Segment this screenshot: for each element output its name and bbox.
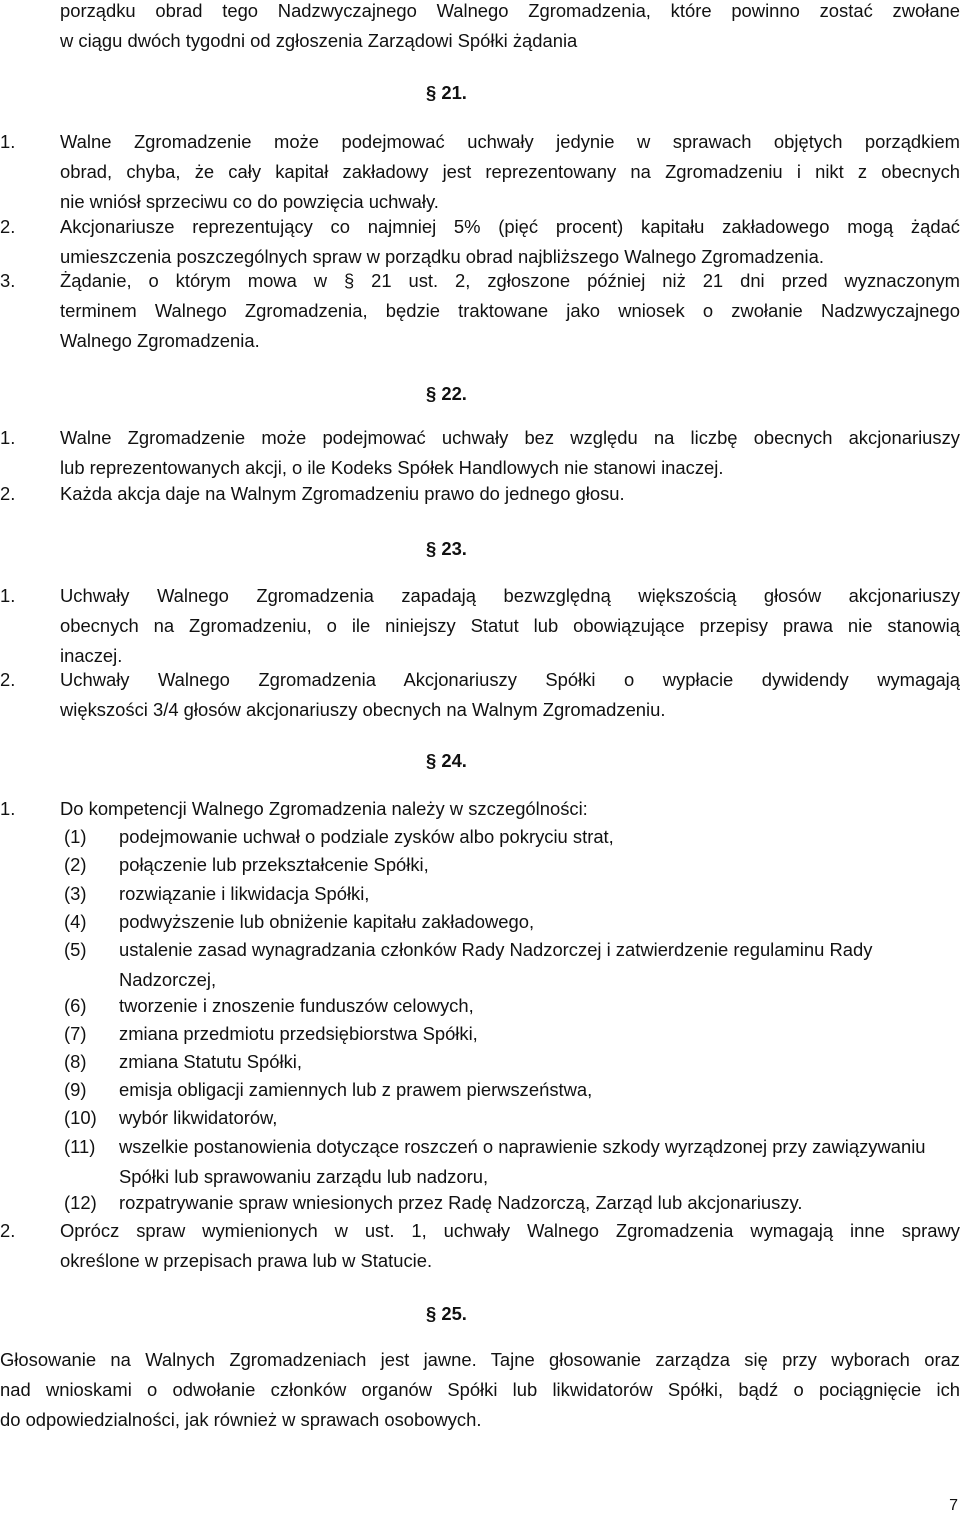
paragraph-number: 2. (0, 483, 16, 504)
paragraph-number: 1. (0, 131, 16, 152)
s22-paragraph-2: 2. Każda akcja daje na Walnym Zgromadzeniu prawo do jednego głosu. (0, 479, 960, 509)
list-item-number: (9) (64, 1079, 87, 1100)
list-item-number: (5) (64, 939, 87, 960)
page-number: 7 (949, 1497, 958, 1514)
paragraph-number: 2. (0, 669, 16, 690)
paragraph-number: 2. (0, 216, 16, 237)
s25-line-1: Głosowanie na Walnych Zgromadzeniach jest jawne. Tajne głosowanie zarządza się przy wyborach oraz (0, 1349, 960, 1370)
list-item-number: (7) (64, 1023, 87, 1044)
paragraph-number: 2. (0, 1220, 16, 1241)
s21-paragraph-3: 3. Żądanie, o którym mowa w § 21 ust. 2, zgłoszone później niż 21 dni przed wyznaczonym terminem Walnego Zgromadzenia, będzie traktowane jako wniosek o zwołanie Nadzwyczajnego Walnego Zgromadzenia. (0, 266, 960, 356)
list-item-number: (3) (64, 883, 87, 904)
list-item-number: (2) (64, 854, 87, 875)
s21-paragraph-1: 1. Walne Zgromadzenie może podejmować uchwały jedynie w sprawach objętych porządkiem obrad, chyba, że cały kapitał zakładowy jest reprezentowany na Zgromadzeniu i nikt z obecnych nie wniósł sprzeciwu co do powzięcia uchwały. (0, 127, 960, 217)
paragraph-number: 1. (0, 798, 16, 819)
paragraph-number: 1. (0, 427, 16, 448)
s23-paragraph-2: 2. Uchwały Walnego Zgromadzenia Akcjonariuszy Spółki o wypłacie dywidendy wymagają większości 3/4 głosów akcjonariuszy obecnych na Walnym Zgromadzeniu. (0, 665, 960, 725)
intro-line-2: w ciągu dwóch tygodni od zgłoszenia Zarządowi Spółki żądania (60, 30, 578, 51)
list-item-number: (1) (64, 826, 87, 847)
list-item-number: (4) (64, 911, 87, 932)
list-item-number: (8) (64, 1051, 87, 1072)
list-item-number: (11) (64, 1136, 96, 1157)
list-item-number: (10) (64, 1107, 97, 1128)
s23-paragraph-1: 1. Uchwały Walnego Zgromadzenia zapadają bezwzględną większością głosów akcjonariuszy obecnych na Zgromadzeniu, o ile niniejszy Statut lub obowiązujące przepisy prawa nie stanowią inaczej. (0, 581, 960, 671)
document-page: porządku obrad tego Nadzwyczajnego Walnego Zgromadzenia, które powinno zostać zwołane w ciągu dwóch tygodni od zgłoszenia Zarządowi Spółki żądania § 21. 1. Walne Zgromadzenie może podejmować uchwały jedynie w sprawach objętych porządkiem obrad, chyba, że cały kapitał zakładowy jest reprezentowany na Zgromadzeniu i nikt z obecnych nie wniósł sprzeciwu co do powzięcia uchwały. 2. Akcjonariusze reprezentujący co najmniej 5% (pięć procent) kapitału zakładowego mogą żądać umieszczenia poszczególnych spraw w porządku obrad najbliższego Walnego Zgromadzenia. 3. Żądanie, o którym mowa w § 21 ust. 2, zgłoszone później niż 21 dni przed wyznaczonym terminem Walnego Zgromadzenia, będzie traktowane jako wniosek o zwołanie Nadzwyczajnego Walnego Zgromadzenia. § 22. 1. Walne Zgromadzenie może podejmować uchwały bez względu na liczbę obecnych akcjonariuszy lub reprezentowanych akcji, o ile Kodeks Spółek Handlowych nie stanowi inaczej. 2. Każda akcja daje na Walnym Zgromadzeniu prawo do jednego głosu. § 23. 1. Uchwały Walnego Zgromadzenia zapadają bezwzględną większością głosów akcjonariuszy obecnych na Zgromadzeniu, o ile niniejszy Statut lub obowiązujące przepisy prawa nie stanowią inaczej. 2. Uchwały Walnego Zgromadzenia Akcjonariuszy Spółki o wypłacie dywidendy wymagają większości 3/4 głosów akcjonariuszy obecnych na Walnym Zgromadzeniu. § 24. 1. Do kompetencji Walnego Zgromadzenia należy w szczególności: (1) podejmowanie uchwał o podziale zysków albo pokryciu strat, (2) połączenie lub przekształcenie Spółki, (3) rozwiązanie i likwidacja Spółki, (4) podwyższenie lub obniżenie kapitału zakładowego, (5) ustalenie zasad wynagradzania członków Rady Nadzorczej i zatwierdzenie regulaminu Rady Nadzorczej, (6) tworzenie i znoszenie funduszów celowych, (7) zmiana przedmiotu przedsiębiorstwa Spółki, (8) zmiana Statutu Spółki, (9) emisja obligacji zamiennych lub z prawem pierwszeństwa, (10) wybór likwidatorów, (11) wszelkie postanowienia dotyczące roszczeń o naprawienie szkody wyrządzonej przy zawiązywaniu Spółki lub sprawowaniu zarządu lub nadzoru, (12) rozpatrywanie spraw wniesionych przez Radę Nadzorczą, Zarząd lub akcjonariuszy. 2. Oprócz spraw wymienionych w ust. 1, uchwały Walnego Zgromadzenia wymagają inne sprawy określone w przepisach prawa lub w Statucie. § 25. Głosowanie na Walnych Zgromadzeniach jest jawne. Tajne głosowanie zarządza się przy wyborach oraz nad wnioskami o odwołanie członków organów Spółki lub likwidatorów Spółki, bądź o pociągnięcie ich do odpowiedzialności, jak również w sprawach osobowych. 7 (0, 0, 960, 1521)
s24-paragraph-1: 1. Do kompetencji Walnego Zgromadzenia należy w szczególności: (0, 794, 960, 824)
s25-line-3: do odpowiedzialności, jak również w sprawach osobowych. (0, 1409, 482, 1430)
s22-paragraph-1: 1. Walne Zgromadzenie może podejmować uchwały bez względu na liczbę obecnych akcjonariuszy lub reprezentowanych akcji, o ile Kodeks Spółek Handlowych nie stanowi inaczej. (0, 423, 960, 483)
list-item-number: (6) (64, 995, 87, 1016)
s21-paragraph-2: 2. Akcjonariusze reprezentujący co najmniej 5% (pięć procent) kapitału zakładowego mogą żądać umieszczenia poszczególnych spraw w porządku obrad najbliższego Walnego Zgromadzenia. (0, 212, 960, 272)
paragraph-number: 3. (0, 270, 16, 291)
s24-paragraph-2: 2. Oprócz spraw wymienionych w ust. 1, uchwały Walnego Zgromadzenia wymagają inne sprawy określone w przepisach prawa lub w Statucie. (0, 1216, 960, 1276)
list-item-number: (12) (64, 1192, 97, 1213)
intro-line-1: porządku obrad tego Nadzwyczajnego Walnego Zgromadzenia, które powinno zostać zwołane (60, 0, 960, 21)
s25-line-2: nad wnioskami o odwołanie członków organów Spółki lub likwidatorów Spółki, bądź o pociągnięcie ich (0, 1379, 960, 1400)
paragraph-number: 1. (0, 585, 16, 606)
